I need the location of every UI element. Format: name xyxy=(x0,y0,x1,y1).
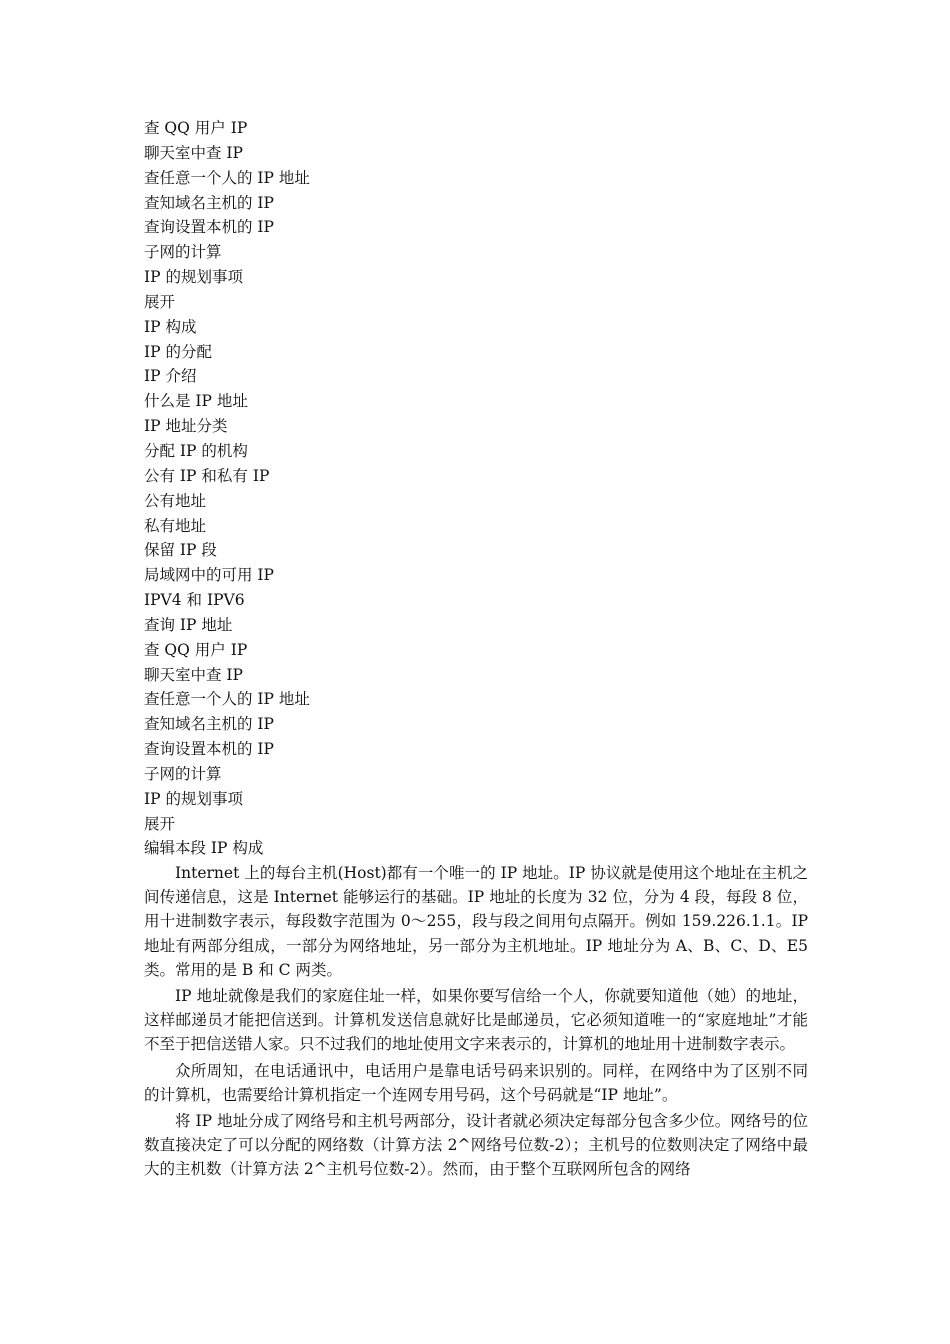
toc-item: 聊天室中查 IP xyxy=(144,143,243,162)
toc-item: IP 构成 xyxy=(144,317,197,336)
toc-item: 查任意一个人的 IP 地址 xyxy=(144,690,310,709)
toc-item: IP 的规划事项 xyxy=(144,789,243,808)
toc-item: IP 介绍 xyxy=(144,367,197,386)
toc-item: 分配 IP 的机构 xyxy=(144,441,248,460)
toc-item: 查询设置本机的 IP xyxy=(144,218,274,237)
toc-item: 查知域名主机的 IP xyxy=(144,715,274,734)
toc-item: 子网的计算 xyxy=(144,764,222,783)
toc-item: 什么是 IP 地址 xyxy=(144,392,248,411)
toc-item: 局域网中的可用 IP xyxy=(144,566,274,585)
paragraph: 众所周知，在电话通讯中，电话用户是靠电话号码来识别的。同样，在网络中为了区别不同的计算机，也需要给计算机指定一个连网专用号码，这个号码就是“IP 地址”。 xyxy=(144,1061,808,1104)
toc-item: IPV4 和 IPV6 xyxy=(144,591,245,610)
toc-item: IP 的分配 xyxy=(144,342,212,361)
toc-item: IP 地址分类 xyxy=(144,417,228,436)
toc-item: 查 QQ 用户 IP xyxy=(144,640,248,659)
toc-item: 公有 IP 和私有 IP xyxy=(144,466,270,485)
toc-item: 子网的计算 xyxy=(144,243,222,262)
toc-item: 查询 IP 地址 xyxy=(144,615,233,634)
toc-item: 展开 xyxy=(144,814,176,833)
article-body xyxy=(144,861,808,1184)
toc-item: 查知域名主机的 IP xyxy=(144,193,274,212)
toc-item: 聊天室中查 IP xyxy=(144,665,243,684)
toc-item: 查询设置本机的 IP xyxy=(144,740,274,759)
paragraph: Internet 上的每台主机(Host)都有一个唯一的 IP 地址。IP 协议就是使用这个地址在主机之间传递信息，这是 Internet 能够运行的基础。IP 地址的长度为 32 位，分为 4 段，每段 8 位，用十进制数字表示，每段数字范围为 0～255，段与段之间用句点隔开。例如 159.226.1.1。IP 地址有两部分组成，一部分为网络地址，另一部分为主机地址。IP 地址分为 A、B、C、D、E5 类。常用的是 B 和 C 两类。 xyxy=(144,864,808,979)
section-heading: 编辑本段 IP 构成 xyxy=(144,839,264,858)
toc-item: 公有地址 xyxy=(144,491,207,510)
toc-item: 查 QQ 用户 IP xyxy=(144,119,248,137)
toc-item: 查任意一个人的 IP 地址 xyxy=(144,168,310,187)
toc-list xyxy=(144,116,804,861)
toc-item: 保留 IP 段 xyxy=(144,541,217,560)
toc-item: 私有地址 xyxy=(144,516,207,535)
paragraph: IP 地址就像是我们的家庭住址一样，如果你要写信给一个人，你就要知道他（她）的地址，这样邮递员才能把信送到。计算机发送信息就好比是邮递员，它必须知道唯一的“家庭地址”才能不至于把信送错人家。只不过我们的地址使用文字来表示的，计算机的地址用十进制数字表示。 xyxy=(144,987,808,1054)
toc-item: 展开 xyxy=(144,292,176,311)
paragraph: 将 IP 地址分成了网络号和主机号两部分，设计者就必须决定每部分包含多少位。网络号的位数直接决定了可以分配的网络数（计算方法 2^网络号位数-2）；主机号的位数则决定了网络中最大的主机数（计算方法 2^主机号位数-2）。然而，由于整个互联网所包含的网络 xyxy=(144,1112,808,1179)
toc-item: IP 的规划事项 xyxy=(144,268,243,287)
